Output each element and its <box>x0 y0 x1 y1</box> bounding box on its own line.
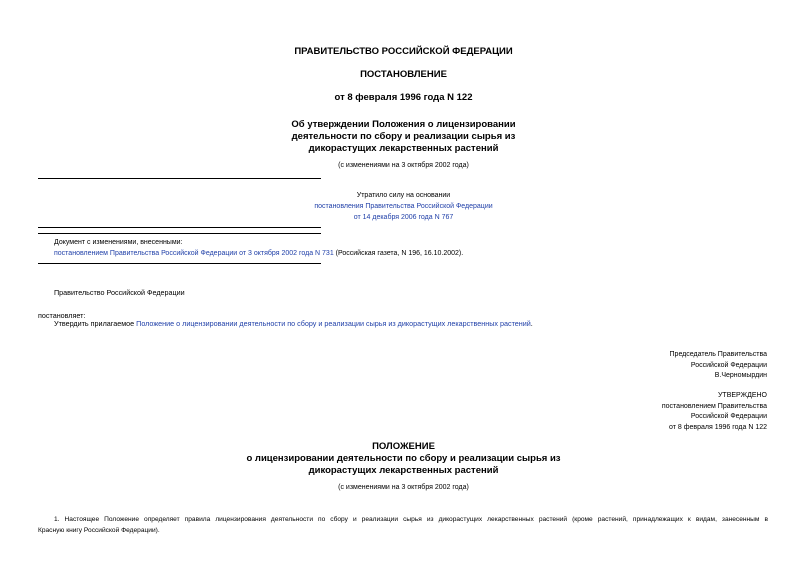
approve-text: Утвердить прилагаемое <box>54 319 137 328</box>
status-text: Утратило силу на основании <box>356 192 451 199</box>
document-type-heading: ПОСТАНОВЛЕНИЕ <box>360 69 447 80</box>
approved-label: УТВЕРЖДЕНО <box>717 392 767 399</box>
amendment-link[interactable]: постановлением Правительства Российской Федерации от 3 октября 2002 года N 731 <box>54 250 334 257</box>
amendments-block <box>54 237 463 259</box>
signature-country: Российской Федерации <box>690 361 767 369</box>
approved-block <box>662 391 767 433</box>
regulation-link[interactable]: Положение о лицензировании деятельности по сбору и реализации сырья из дикорастущих лекарственных растений <box>136 319 531 328</box>
divider <box>38 263 321 264</box>
decree-resolves: постановляет: <box>38 311 86 320</box>
approved-by: постановлением Правительства <box>661 402 767 410</box>
date-number-heading: от 8 февраля 1996 года N 122 <box>334 92 473 103</box>
regulation-subtitle <box>0 453 807 476</box>
paragraph-line: Красную книгу Российской Федерации). <box>38 527 160 534</box>
approved-country: Российской Федерации <box>690 413 767 420</box>
signature-position: Председатель Правительства <box>669 351 767 358</box>
subtitle-line: о лицензировании деятельности по сбору и реализации сырья из <box>246 453 561 464</box>
amendments-label: Документ с изменениями, внесенными: <box>54 239 183 246</box>
title-line: дикорастущих лекарственных растений <box>308 143 499 154</box>
signature-block <box>670 350 767 382</box>
divider <box>38 178 321 179</box>
approved-date: от 8 февраля 1996 года N 122 <box>669 423 767 431</box>
decree-actor: Правительство Российской Федерации <box>54 288 185 297</box>
regulation-title: ПОЛОЖЕНИЕ <box>372 441 435 452</box>
paragraph-line: 1. Настоящее Положение определяет правила лицензирования деятельности по сбору и реализации сырья из дикорастущих лекарственных растений (кроме растений, принадлежащих к видам, занесенным в <box>54 516 768 523</box>
repeal-link-date[interactable]: от 14 декабря 2006 года N 767 <box>353 214 454 221</box>
regulation-changes-note: (с изменениями на 3 октября 2002 года) <box>338 484 469 491</box>
signature-name: В.Черномырдин <box>714 372 767 379</box>
document-title <box>0 119 807 155</box>
divider <box>38 227 321 228</box>
repeal-link[interactable]: постановления Правительства Российской Федерации <box>314 203 493 210</box>
title-line: Об утверждении Положения о лицензировании <box>291 119 516 130</box>
decree-approve <box>54 319 533 328</box>
paragraph-1 <box>38 514 768 536</box>
changes-note: (с изменениями на 3 октября 2002 года) <box>338 162 469 169</box>
divider <box>38 233 321 234</box>
title-line: деятельности по сбору и реализации сырья из <box>291 131 516 142</box>
amendment-source: (Российская газета, N 196, 16.10.2002). <box>333 250 464 257</box>
approve-end: . <box>530 319 533 328</box>
subtitle-line: дикорастущих лекарственных растений <box>308 464 499 476</box>
status-block <box>0 190 807 223</box>
government-heading: ПРАВИТЕЛЬСТВО РОССИЙСКОЙ ФЕДЕРАЦИИ <box>294 46 513 57</box>
